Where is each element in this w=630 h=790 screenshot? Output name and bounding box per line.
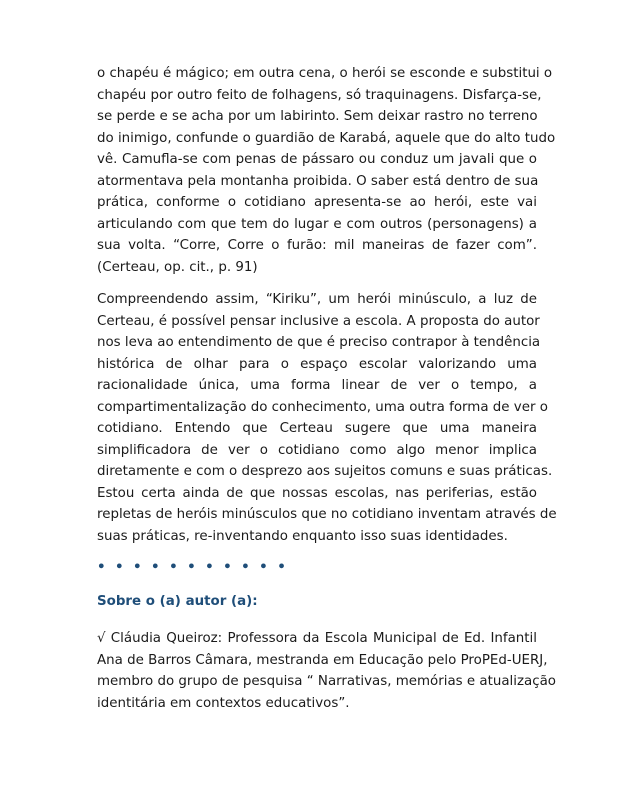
paragraph-2-line: racionalidade única, uma forma linear de ver o tempo, a: [97, 378, 537, 393]
paragraph-2-line: Compreendendo assim, “Kiriku”, um herói minúsculo, a luz de: [97, 292, 537, 307]
paragraph-1-line: chapéu por outro feito de folhagens, só traquinagens. Disfarça-se,: [97, 87, 542, 103]
paragraph-1-line: articulando com que tem do lugar e com outros (personagens) a: [97, 216, 537, 232]
paragraph-1-line: o chapéu é mágico; em outra cena, o herói se esconde e substitui o: [97, 66, 553, 81]
author-bio-line: membro do grupo de pesquisa “ Narrativas, memórias e atualização: [97, 674, 556, 689]
paragraph-2-line: nos leva ao entendimento de que é preciso contrapor à tendência: [97, 335, 541, 350]
paragraph-1-line: prática, conforme o cotidiano apresenta-se ao herói, este vai: [97, 195, 537, 210]
author-bio-line: Ana de Barros Câmara, mestranda em Educação pelo ProPEd-UERJ,: [97, 652, 548, 668]
paragraph-1-line: se perde e se acha por um labirinto. Sem deixar rastro no terreno: [97, 109, 538, 124]
body-paragraph-1: [97, 63, 556, 278]
paragraph-2-line: suas práticas, re-inventando enquanto isso suas identidades.: [97, 528, 508, 544]
paragraph-2-line: Estou certa ainda de que nossas escolas, nas periferias, estão: [97, 485, 537, 501]
paragraph-1-line: do inimigo, confunde o guardião de Karabá, aquele que do alto tudo: [97, 130, 556, 146]
author-bio-line: identitária em contextos educativos”.: [97, 695, 350, 711]
author-bio: [97, 628, 556, 714]
paragraph-1-line: sua volta. “Corre, Corre o furão: mil maneiras de fazer com”.: [97, 238, 537, 253]
paragraph-2-line: Certeau, é possível pensar inclusive a escola. A proposta do autor: [97, 313, 540, 329]
paragraph-1-line: atormentava pela montanha proibida. O saber está dentro de sua: [97, 173, 539, 189]
author-bio-line: √ Cláudia Queiroz: Professora da Escola Municipal de Ed. Infantil: [97, 631, 537, 646]
paragraph-2-line: compartimentalização do conhecimento, uma outra forma de ver o: [97, 399, 548, 415]
section-separator: • • • • • • • • • • •: [97, 560, 289, 575]
body-paragraph-2: [97, 289, 557, 547]
author-heading: Sobre o (a) autor (a):: [97, 593, 258, 609]
paragraph-2-line: cotidiano. Entendo que Certeau sugere que uma maneira: [97, 421, 537, 436]
paragraph-2-line: histórica de olhar para o espaço escolar valorizando uma: [97, 356, 537, 372]
paragraph-2-line: simplificadora de ver o cotidiano como algo menor implica: [97, 442, 537, 458]
paragraph-1-line: vê. Camufla-se com penas de pássaro ou conduz um javali que o: [97, 152, 537, 167]
paragraph-2-line: diretamente e com o desprezo aos sujeitos comuns e suas práticas.: [97, 464, 553, 479]
document-page: [97, 63, 557, 714]
paragraph-1-line: (Certeau, op. cit., p. 91): [97, 259, 258, 275]
paragraph-2-line: repletas de heróis minúsculos que no cotidiano inventam através de: [97, 507, 557, 522]
